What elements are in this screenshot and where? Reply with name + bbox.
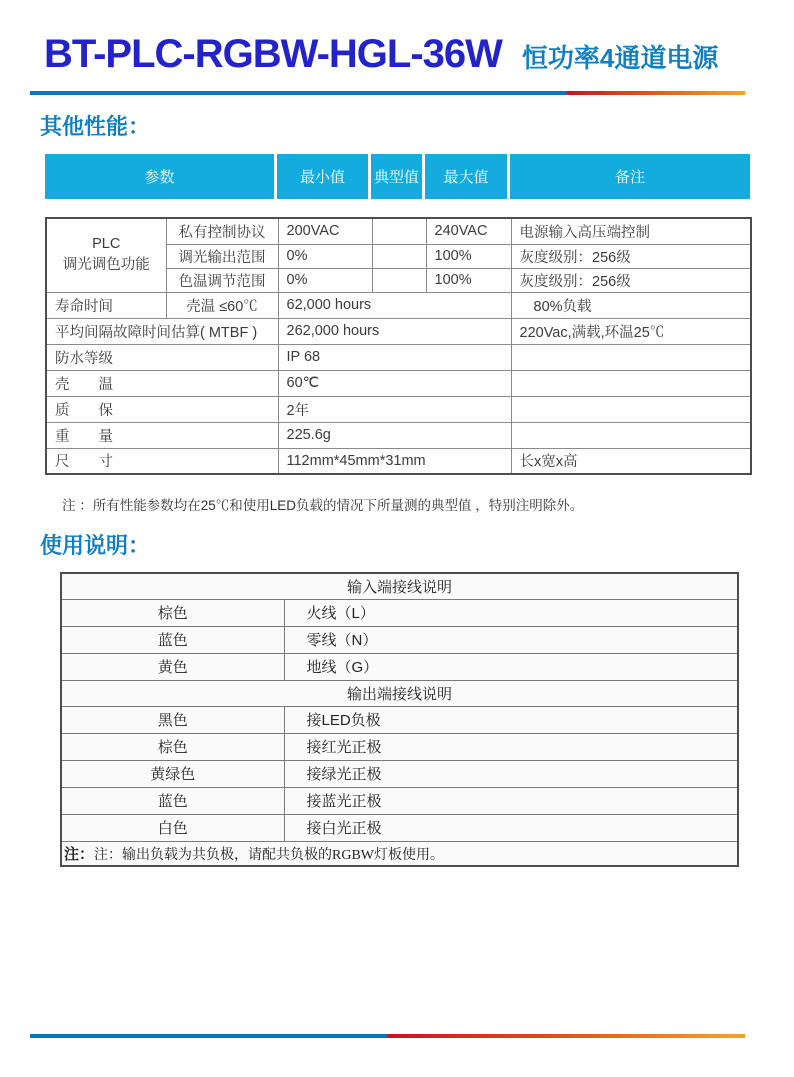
value-cell: 262,000 hours [278, 318, 511, 344]
bottom-divider [30, 1034, 745, 1038]
table-row [46, 318, 751, 344]
wire-desc-cell: 地线（G） [284, 653, 738, 680]
remark-cell: 灰度级别：256级 [511, 268, 751, 292]
table-row [61, 573, 738, 599]
remark-cell [511, 396, 751, 422]
table-row [46, 448, 751, 474]
top-divider [30, 91, 745, 95]
param-cell: 寿命时间 [46, 292, 166, 318]
performance-table [45, 217, 752, 475]
min-value-cell: 200VAC [278, 218, 372, 244]
typical-value-cell-empty [372, 268, 426, 292]
performance-table-header [45, 154, 750, 199]
col-header-typical: 典型值 [371, 154, 425, 199]
col-header-max: 最大值 [425, 154, 510, 199]
table-row [61, 680, 738, 706]
wire-desc-cell: 接LED负极 [284, 706, 738, 733]
max-value-cell: 100% [426, 244, 511, 268]
wire-desc-cell: 接绿光正极 [284, 760, 738, 787]
param-cell: 壳 温 [46, 370, 278, 396]
value-cell: IP 68 [278, 344, 511, 370]
typical-value-cell-empty [372, 218, 426, 244]
table-row [46, 396, 751, 422]
usage-table [60, 572, 739, 867]
sub-param-cell: 色温调节范围 [166, 268, 278, 292]
table-row [61, 814, 738, 841]
remark-cell [511, 370, 751, 396]
usage-note-prefix: 注： [64, 846, 95, 863]
min-value-cell: 0% [278, 244, 372, 268]
param-cell: 平均间隔故障时间估算( MTBF ) [46, 318, 278, 344]
wire-color-cell: 棕色 [61, 733, 284, 760]
max-value-cell: 100% [426, 268, 511, 292]
output-wiring-header: 输出端接线说明 [61, 680, 738, 706]
value-cell: 2年 [278, 396, 511, 422]
param-group-cell [46, 218, 166, 292]
table-row [61, 706, 738, 733]
table-row [46, 422, 751, 448]
table-row [61, 787, 738, 814]
typical-value-cell-empty [372, 244, 426, 268]
input-wiring-header: 输入端接线说明 [61, 573, 738, 599]
wire-desc-cell: 火线（L） [284, 599, 738, 626]
table-row [61, 760, 738, 787]
table-row [61, 733, 738, 760]
table-row [46, 344, 751, 370]
sub-param-cell: 调光输出范围 [166, 244, 278, 268]
remark-cell [511, 422, 751, 448]
table-row [46, 370, 751, 396]
col-header-remark: 备注 [614, 169, 645, 186]
param-cell: 重 量 [46, 422, 278, 448]
min-value-cell: 0% [278, 268, 372, 292]
param-cell: 质 保 [46, 396, 278, 422]
wire-desc-cell: 接红光正极 [284, 733, 738, 760]
usage-note-cell [61, 841, 738, 866]
table-row [61, 841, 738, 866]
table-row [46, 292, 751, 318]
table-row [46, 218, 751, 244]
max-value-cell: 240VAC [426, 218, 511, 244]
param-group-line2: 调光调色功能 [62, 257, 150, 274]
wire-desc-cell: 零线（N） [284, 626, 738, 653]
wire-color-cell: 蓝色 [61, 626, 284, 653]
wire-desc-cell: 接白光正极 [284, 814, 738, 841]
remark-cell [511, 344, 751, 370]
note-performance: 注 ：所有性能参数均在25℃和使用LED负载的情况下所量测的典型值 ，特别注明除外。 [62, 498, 584, 513]
param-group-line1: PLC [92, 235, 121, 252]
remark-cell: 长x宽x高 [511, 448, 751, 474]
table-row [61, 653, 738, 680]
sub-param-cell: 壳温 ≤60℃ [166, 292, 278, 318]
remark-cell: 灰度级别：256级 [511, 244, 751, 268]
wire-color-cell: 蓝色 [61, 787, 284, 814]
wire-color-cell: 黄绿色 [61, 760, 284, 787]
sub-param-cell: 私有控制协议 [166, 218, 278, 244]
value-cell: 62,000 hours [278, 292, 511, 318]
value-cell: 112mm*45mm*31mm [278, 448, 511, 474]
remark-cell: 80%负载 [511, 292, 751, 318]
col-header-min: 最小值 [277, 154, 371, 199]
wire-desc-cell: 接蓝光正极 [284, 787, 738, 814]
wire-color-cell: 白色 [61, 814, 284, 841]
wire-color-cell: 黑色 [61, 706, 284, 733]
param-cell: 尺 寸 [46, 448, 278, 474]
remark-cell: 电源输入高压端控制 [511, 218, 751, 244]
value-cell: 60℃ [278, 370, 511, 396]
remark-cell: 220Vac,满载,环温25℃ [511, 318, 751, 344]
usage-note-body: 注：输出负载为共负极，请配共负极的RGBW灯板使用。 [94, 847, 445, 863]
page-subtitle: 恒功率4通道电源 [521, 43, 719, 73]
section-heading-performance: 其他性能： [40, 114, 151, 139]
wire-color-cell: 棕色 [61, 599, 284, 626]
wire-color-cell: 黄色 [61, 653, 284, 680]
section-heading-usage: 使用说明： [40, 533, 151, 558]
value-cell: 225.6g [278, 422, 511, 448]
table-row [61, 599, 738, 626]
param-cell: 防水等级 [46, 344, 278, 370]
table-row [61, 626, 738, 653]
page-title: BT-PLC-RGBW-HGL-36W [44, 32, 502, 76]
col-header-param: 参数 [45, 154, 277, 199]
header [0, 0, 794, 74]
